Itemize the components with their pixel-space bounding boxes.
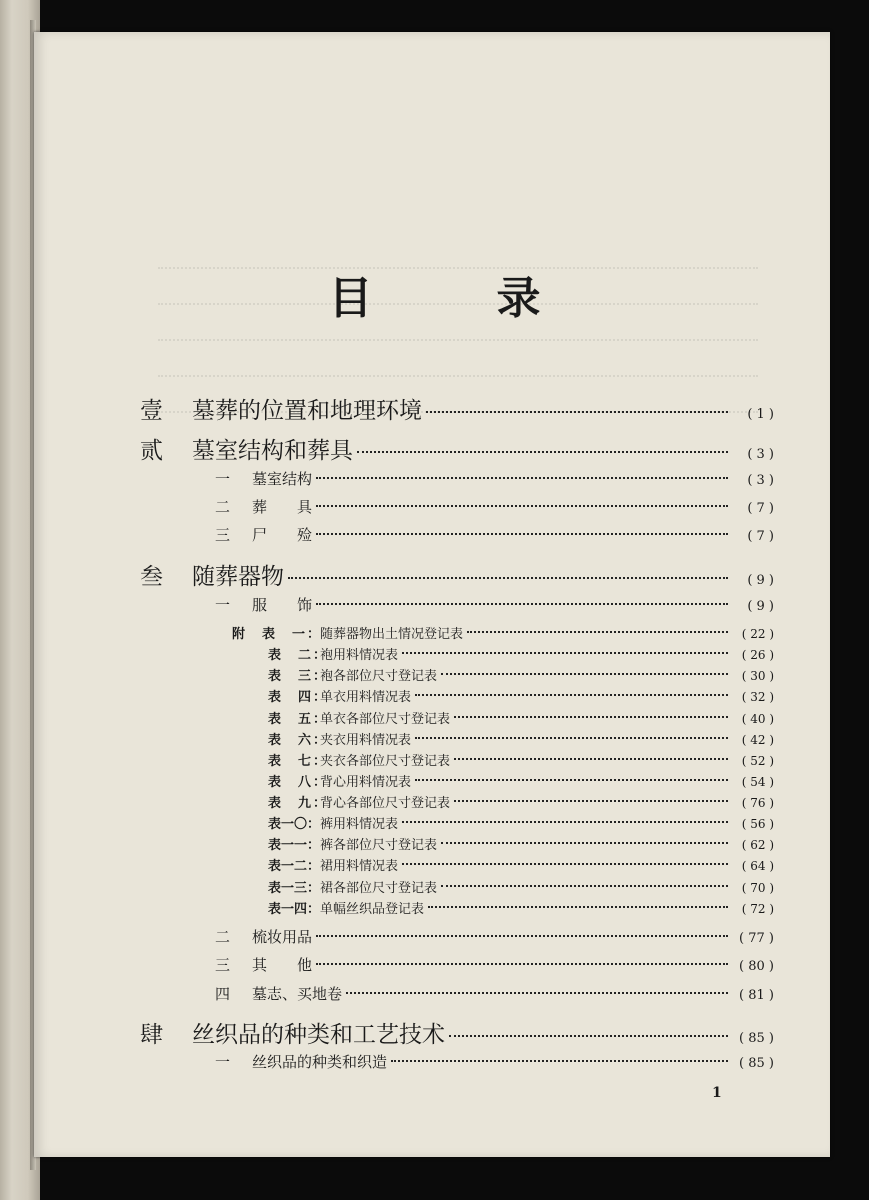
page-number: ( 40 ) (741, 712, 774, 726)
page-number: ( 7 ) (747, 501, 774, 516)
page-number: ( 80 ) (739, 959, 774, 974)
leader-dots (316, 505, 728, 507)
toc-entry-table[interactable] (268, 813, 774, 832)
entry-label: 袍各部位尺寸登记表 (320, 669, 438, 684)
table-number: 表 三： (268, 669, 329, 684)
entry-label: 墓室结构和葬具 (192, 438, 353, 464)
section-number: 一 (215, 470, 231, 488)
entry-label: 裤用料情况表 (320, 817, 399, 832)
entry-label: 单幅丝织品登记表 (320, 902, 425, 917)
toc-entry-chapter-3[interactable] (140, 558, 774, 591)
entry-label: 随葬器物出土情况登记表 (320, 627, 464, 642)
page-number: ( 54 ) (741, 775, 774, 789)
page-number: ( 3 ) (747, 447, 774, 462)
toc-entry-table[interactable] (268, 855, 774, 874)
leader-dots (316, 935, 728, 937)
leader-dots (454, 758, 728, 760)
folio-page-number: 1 (712, 1085, 722, 1101)
leader-dots (426, 411, 728, 413)
entry-label: 其 他 (252, 956, 313, 974)
section-number: 三 (215, 956, 231, 974)
toc-entry-chapter-4[interactable] (140, 1016, 774, 1049)
leader-dots (467, 631, 728, 633)
entry-label: 裙各部位尺寸登记表 (320, 881, 438, 896)
entry-label: 背心用料情况表 (320, 775, 412, 790)
leader-dots (346, 992, 728, 994)
toc-entry-table[interactable] (268, 686, 774, 705)
entry-label: 夹衣各部位尺寸登记表 (320, 754, 451, 769)
entry-label: 服 饰 (252, 596, 313, 614)
page-number: ( 9 ) (747, 599, 774, 614)
leader-dots (402, 652, 728, 654)
leader-dots (316, 477, 728, 479)
page-number: ( 70 ) (741, 881, 774, 895)
page-number: ( 77 ) (739, 931, 774, 946)
chapter-number: 贰 (140, 438, 163, 464)
entry-label: 丝织品的种类和织造 (252, 1053, 388, 1071)
entry-label: 单衣各部位尺寸登记表 (320, 712, 451, 727)
toc-entry-section[interactable] (215, 468, 774, 489)
page-number: ( 64 ) (741, 859, 774, 873)
toc-entry-table[interactable] (268, 898, 774, 917)
table-number: 表 九： (268, 796, 329, 811)
page-number: ( 85 ) (739, 1056, 774, 1071)
page-number: ( 1 ) (747, 407, 774, 422)
toc-entry-section[interactable] (215, 983, 774, 1004)
page-number: ( 26 ) (741, 648, 774, 662)
table-number: 附 表 一： (232, 627, 323, 642)
toc-entry-table[interactable] (268, 771, 774, 790)
leader-dots (402, 821, 728, 823)
chapter-number: 叁 (140, 564, 163, 590)
leader-dots (415, 737, 728, 739)
entry-label: 丝织品的种类和工艺技术 (192, 1022, 445, 1048)
table-number: 表 六： (268, 733, 329, 748)
toc-entry-chapter-1[interactable] (140, 392, 774, 425)
leader-dots (441, 842, 728, 844)
entry-label: 单衣用料情况表 (320, 690, 412, 705)
chapter-number: 肆 (140, 1022, 163, 1048)
toc-entry-table[interactable] (268, 708, 774, 727)
entry-label: 随葬器物 (192, 564, 284, 590)
leader-dots (316, 533, 728, 535)
toc-entry-table[interactable] (268, 644, 774, 663)
leader-dots (402, 863, 728, 865)
table-number: 表 五： (268, 712, 329, 727)
table-number: 表一一： (268, 838, 321, 853)
toc-entry-section[interactable] (215, 1051, 774, 1072)
section-number: 三 (215, 526, 231, 544)
leader-dots (454, 800, 728, 802)
page-number: ( 62 ) (741, 838, 774, 852)
leader-dots (415, 779, 728, 781)
entry-label: 裤各部位尺寸登记表 (320, 838, 438, 853)
entry-label: 墓室结构 (252, 470, 313, 488)
leader-dots (415, 694, 728, 696)
leader-dots (428, 906, 728, 908)
toc-entry-table[interactable] (232, 623, 774, 642)
toc-entry-table[interactable] (268, 665, 774, 684)
page-number: ( 81 ) (739, 988, 774, 1003)
toc-entry-table[interactable] (268, 877, 774, 896)
entry-label: 夹衣用料情况表 (320, 733, 412, 748)
page-number: ( 30 ) (741, 669, 774, 683)
leader-dots (441, 673, 728, 675)
leader-dots (454, 716, 728, 718)
page-number: ( 56 ) (741, 817, 774, 831)
toc-entry-table[interactable] (268, 729, 774, 748)
toc-entry-section[interactable] (215, 926, 774, 947)
entry-label: 梳妆用品 (252, 928, 313, 946)
leader-dots (391, 1060, 728, 1062)
table-number: 表 四： (268, 690, 329, 705)
page-title: 目 录 (328, 273, 581, 324)
section-number: 一 (215, 1053, 231, 1071)
table-number: 表一四： (268, 902, 321, 917)
leader-dots (357, 451, 728, 453)
page-number: ( 7 ) (747, 529, 774, 544)
entry-label: 墓志、买地卷 (252, 985, 343, 1003)
page-number: ( 85 ) (739, 1031, 774, 1046)
section-number: 二 (215, 928, 231, 946)
page-number: ( 32 ) (741, 690, 774, 704)
leader-dots (316, 963, 728, 965)
toc-entry-section[interactable] (215, 954, 774, 975)
page-number: ( 52 ) (741, 754, 774, 768)
entry-label: 裙用料情况表 (320, 859, 399, 874)
entry-label: 葬 具 (252, 498, 313, 516)
entry-label: 墓葬的位置和地理环境 (192, 398, 422, 424)
toc-entry-table[interactable] (268, 750, 774, 769)
leader-dots (441, 885, 728, 887)
toc-entry-table[interactable] (268, 834, 774, 853)
page-number: ( 22 ) (741, 627, 774, 641)
page-number: ( 42 ) (741, 733, 774, 747)
table-number: 表 七： (268, 754, 329, 769)
leader-dots (316, 603, 728, 605)
section-number: 二 (215, 498, 231, 516)
entry-label: 袍用料情况表 (320, 648, 399, 663)
section-number: 四 (215, 985, 231, 1003)
toc-entry-section[interactable] (215, 496, 774, 517)
table-number: 表 八： (268, 775, 329, 790)
page-number: ( 3 ) (747, 473, 774, 488)
table-number: 表一二： (268, 859, 321, 874)
toc-entry-table[interactable] (268, 792, 774, 811)
chapter-number: 壹 (140, 398, 163, 424)
entry-label: 尸 殓 (252, 526, 313, 544)
table-number: 表一三： (268, 881, 321, 896)
page-number: ( 76 ) (741, 796, 774, 810)
page-number: ( 9 ) (747, 573, 774, 588)
section-number: 一 (215, 596, 231, 614)
table-number: 表一〇： (268, 817, 321, 832)
toc-entry-chapter-2[interactable] (140, 432, 774, 465)
table-number: 表 二： (268, 648, 329, 663)
leader-dots (288, 577, 728, 579)
toc-entry-section[interactable] (215, 594, 774, 615)
leader-dots (449, 1035, 728, 1037)
page-number: ( 72 ) (741, 902, 774, 916)
toc-entry-section[interactable] (215, 524, 774, 545)
entry-label: 背心各部位尺寸登记表 (320, 796, 451, 811)
